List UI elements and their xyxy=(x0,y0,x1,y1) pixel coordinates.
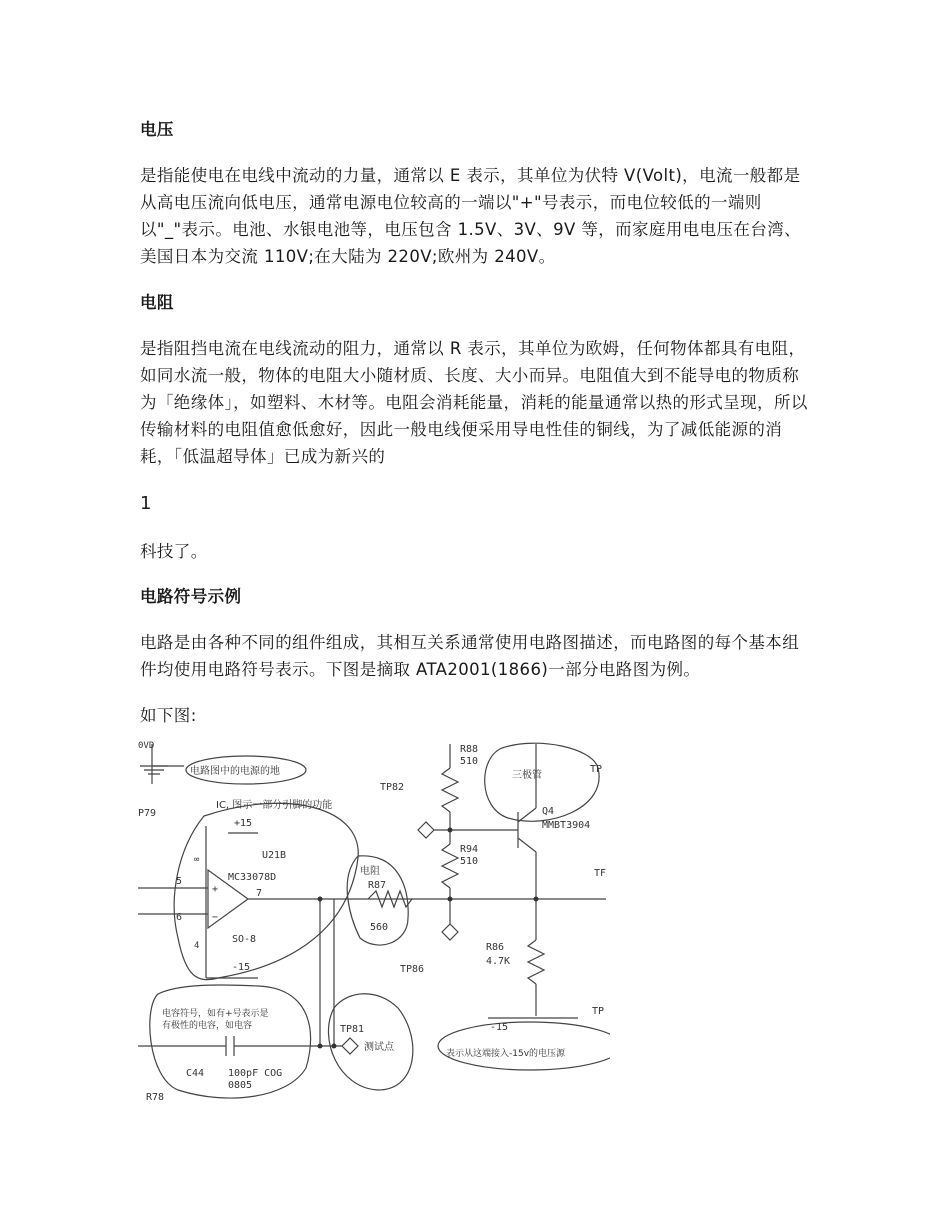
label-pin6: 6 xyxy=(176,912,183,923)
label-r88-value: 510 xyxy=(460,756,479,767)
label-c44-value: 100pF COG xyxy=(228,1068,283,1079)
testpoint-note: 测试点 xyxy=(364,1042,394,1053)
label-u21b: U21B xyxy=(262,850,287,861)
resistance-paragraph: 是指阻挡电流在电线流动的阻力，通常以 R 表示，其单位为欧姆，任何物体都具有电阻，如同水流一般，物体的电阻大小随材质、长度、大小而异。电阻值大到不能导电的物质称为「绝缘体」，如塑料、木材等。电阻会消耗能量，消耗的能量通常以热的形式呈现，所以传输材料的电阻值愈低愈好，因此一般电线便采用导电性佳的铜线，为了减低能源的消耗，「低温超导体」已成为新兴的 xyxy=(140,339,808,466)
label-r86: R86 xyxy=(486,942,505,953)
label-pin4: 4 xyxy=(194,941,200,951)
label-tp-low: TP xyxy=(592,1006,605,1017)
label-infinity: ∞ xyxy=(194,855,200,865)
label-r86-value: 4.7K xyxy=(486,956,511,967)
continuation-paragraph: 科技了。 xyxy=(140,542,208,561)
label-part: MC33078D xyxy=(228,872,277,883)
label-q4: Q4 xyxy=(542,806,555,817)
label-r94: R94 xyxy=(460,844,479,855)
label-minus15-right: -15 xyxy=(490,1022,509,1033)
label-r87: R87 xyxy=(368,880,387,891)
supply-note: 表示从这端接入-15v的电压源 xyxy=(446,1049,566,1059)
label-r87-value: 560 xyxy=(370,922,389,933)
label-0vd: 0VD xyxy=(138,741,155,751)
page-number: 1 xyxy=(140,493,152,514)
label-r88: R88 xyxy=(460,744,479,755)
resistor-note: 电阻 xyxy=(360,866,380,877)
ic-note: IC, 图示一部分引脚的功能 xyxy=(216,800,333,811)
label-pin7: 7 xyxy=(256,888,263,899)
voltage-paragraph: 是指能使电在电线中流动的力量，通常以 E 表示，其单位为伏特 V(Volt)，电流一般都是从高电压流向低电压，通常电源电位较高的一端以"+"号表示，而电位较低的一端则以"_"表示。电池、水银电池等，电压包含 1.5V、3V、9V 等，而家庭用电电压在台湾、美国日本为交流 110V;在大陆为 220V;欧州为 240V。 xyxy=(140,166,802,266)
label-plus-sign: + xyxy=(212,884,219,895)
label-tp-mid: TF xyxy=(594,868,607,879)
symbols-paragraph: 电路是由各种不同的组件组成，其相互关系通常使用电路图描述，而电路图的每个基本组件均使用电路符号表示。下图是摘取 ATA2001(1866)一部分电路图为例。 xyxy=(140,633,800,679)
circuit-diagram xyxy=(138,738,610,1104)
symbols-heading: 电路符号示例 xyxy=(140,587,242,606)
label-tp82: TP82 xyxy=(380,782,405,793)
label-pin5: 5 xyxy=(176,876,183,887)
label-tp81: TP81 xyxy=(340,1024,365,1035)
voltage-heading: 电压 xyxy=(140,120,174,139)
label-tp79: P79 xyxy=(138,808,157,819)
ground-note: 电路图中的电源的地 xyxy=(190,766,280,777)
label-minus15: -15 xyxy=(232,962,251,973)
transistor-note: 三极管 xyxy=(512,770,542,781)
label-r78: R78 xyxy=(146,1092,165,1103)
label-minus-sign: − xyxy=(212,912,219,923)
label-tp-top: TP xyxy=(590,764,603,775)
label-q4-part: MMBT3904 xyxy=(542,820,591,831)
label-tp86: TP86 xyxy=(400,964,425,975)
label-c44: C44 xyxy=(186,1068,205,1079)
capacitor-note-line2: 有极性的电容，如电容 xyxy=(162,1021,253,1031)
capacitor-note-line1: 电容符号，如有+号表示是 xyxy=(162,1009,269,1019)
label-plus15: +15 xyxy=(234,818,253,829)
label-so8: SO-8 xyxy=(232,934,257,945)
figure-caption: 如下图: xyxy=(140,706,197,725)
label-c44-package: 0805 xyxy=(228,1080,253,1091)
label-r94-value: 510 xyxy=(460,856,479,867)
resistance-heading: 电阻 xyxy=(140,293,174,312)
